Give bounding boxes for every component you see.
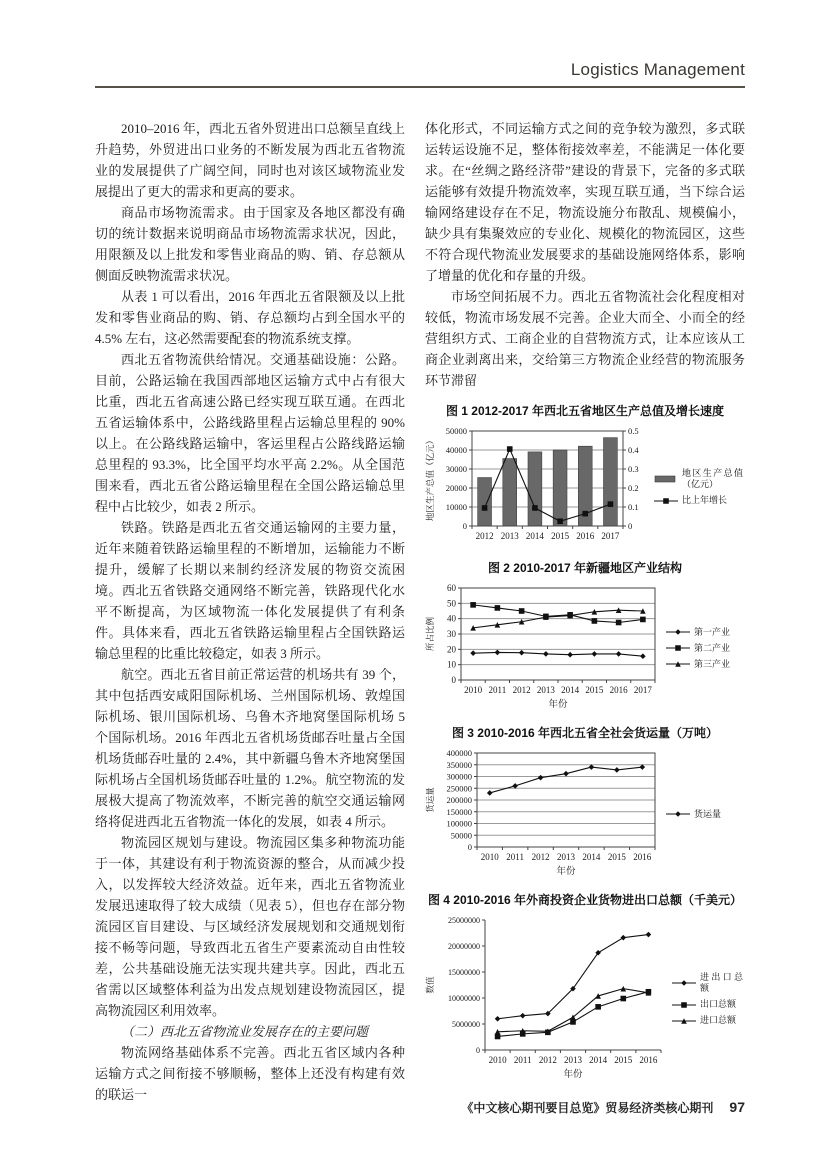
svg-text:2012: 2012 (475, 531, 494, 541)
svg-text:2015: 2015 (585, 685, 604, 695)
figure-3 (425, 726, 745, 880)
legend-line-marker-icon (671, 1000, 697, 1010)
figure-3-caption: 图 3 2010-2016 年西北五省全社会货运量（万吨） (451, 726, 719, 740)
paragraph: 西北五省物流供给情况。交通基础设施：公路。目前，公路运输在我国西部地区运输方式中占有很大比重，西北五省高速公路已经实现互联互通。在西北五省运输体系中，公路线路里程占运输总里程的 90% 以上。在公路线路运输中，客运里程占公路线路运输总里程的 93.3%，比全国平均水平高 2.2%。从全国范围来看，西北五省公路运输里程在全国公路运输总里程中占比较少，如表 2 所示。 (95, 352, 405, 514)
legend-bar-swatch-icon (653, 474, 679, 484)
svg-text:数值: 数值 (425, 976, 435, 994)
svg-text:2015: 2015 (614, 1055, 633, 1065)
svg-text:2013: 2013 (536, 685, 555, 695)
svg-text:2010: 2010 (464, 685, 483, 695)
svg-text:2011: 2011 (506, 852, 524, 862)
svg-text:10000: 10000 (445, 502, 467, 512)
page-footer (461, 1099, 745, 1116)
svg-text:40000: 40000 (445, 445, 467, 455)
paragraph: （二）西北五省物流业发展存在的主要问题 (121, 1024, 369, 1039)
figure-1-legend (653, 468, 743, 506)
svg-text:2013: 2013 (557, 852, 575, 862)
legend-label: 货运量 (694, 808, 722, 819)
svg-text:20000: 20000 (445, 483, 467, 493)
figure-3-legend (665, 809, 743, 820)
content-columns (95, 118, 745, 1105)
paragraph: 市场空间拓展不力。西北五省物流社会化程度相对较低，物流市场发展不完善。企业大而全、小而全的经营组织方式、工商企业的自营物流方式，让本应该从工商企业剥离出来，交给第三方物流企业经营的物流服务环节滞留 (425, 289, 745, 388)
legend-item (665, 627, 743, 638)
svg-text:30: 30 (447, 629, 456, 639)
svg-text:0: 0 (451, 675, 456, 685)
paragraph: 铁路。铁路是西北五省交通运输网的主要力量，近年来随着铁路运输里程的不断增加，运输能力不断提升，缓解了长期以来制约经济发展的物资交流困境。西北五省铁路交通网络不断完善，铁路现代化水平不断提高，为区域物流一体化发展提供了有利条件。具体来看，西北五省铁路运输里程占全国铁路运输总里程的比重比较稳定，如表 3 所示。 (95, 520, 405, 661)
svg-text:2011: 2011 (513, 1055, 532, 1065)
svg-text:2012: 2012 (512, 685, 531, 695)
page-number: 97 (729, 1099, 745, 1115)
figure-2-legend (665, 627, 743, 670)
legend-line-marker-icon (653, 496, 679, 506)
figure-1-body (425, 426, 745, 548)
svg-text:0.3: 0.3 (628, 464, 639, 474)
right-column (425, 118, 745, 1105)
legend-label: 出口总额 (700, 999, 737, 1009)
legend-label: 进出口总额 (700, 972, 743, 993)
figure-4 (425, 893, 745, 1083)
legend-line-marker-icon (665, 659, 691, 669)
legend-item (653, 495, 743, 506)
legend-item (653, 468, 743, 490)
svg-text:货运量: 货运量 (425, 787, 435, 813)
paragraph: 从表 1 可以看出，2016 年西北五省限额及以上批发和零售业商品的购、销、存总额均占到全国水平的 4.5% 左右，这必然需要配套的物流系统支撑。 (95, 289, 405, 346)
svg-text:2014: 2014 (561, 685, 580, 695)
legend-item (671, 999, 743, 1010)
svg-text:所占比例: 所占比例 (425, 616, 435, 652)
svg-text:0: 0 (628, 521, 633, 531)
svg-text:300000: 300000 (446, 771, 472, 782)
svg-text:50000: 50000 (445, 426, 467, 436)
figure-2 (425, 561, 745, 713)
legend-item (671, 1015, 743, 1026)
svg-text:2016: 2016 (639, 1055, 658, 1065)
svg-text:2016: 2016 (576, 531, 595, 541)
svg-text:2010: 2010 (480, 852, 499, 862)
figure-4-plot (425, 915, 671, 1083)
figure-2-plot (425, 583, 665, 713)
legend-item (665, 659, 743, 670)
right-column-text (425, 118, 745, 391)
legend-line-marker-icon (665, 627, 691, 637)
journal-section-title: Logistics Management (570, 60, 745, 79)
legend-label: 第一产业 (694, 626, 731, 637)
paragraph: 2010–2016 年，西北五省外贸进出口总额呈直线上升趋势，外贸进出口业务的不断发展为西北五省物流业的发展提供了广阔空间，同时也对该区域物流业发展提出了更大的需求和更高的要求。 (95, 121, 405, 199)
svg-text:50: 50 (447, 598, 456, 609)
legend-label: 第三产业 (694, 658, 731, 669)
legend-label: 地区生产总值（亿元） (682, 468, 743, 489)
svg-text:60: 60 (447, 583, 456, 593)
svg-text:100000: 100000 (446, 818, 472, 829)
svg-text:50000: 50000 (450, 830, 472, 841)
svg-text:2014: 2014 (525, 531, 544, 541)
svg-text:5000000: 5000000 (452, 1020, 480, 1029)
figure-4-caption: 图 4 2010-2016 年外商投资企业货物进出口总额（千美元） (427, 893, 743, 907)
svg-text:30000: 30000 (445, 464, 467, 474)
svg-text:20: 20 (447, 644, 456, 655)
svg-text:10000000: 10000000 (448, 994, 480, 1003)
svg-text:2012: 2012 (538, 1055, 557, 1065)
paragraph: 商品市场物流需求。由于国家及各地区都没有确切的统计数据来说明商品市场物流需求状况，因此，用限额及以上批发和零售业商品的购、销、存总额从侧面反映物流需求状况。 (95, 205, 405, 283)
svg-text:15000000: 15000000 (448, 968, 480, 977)
svg-text:350000: 350000 (446, 759, 472, 770)
paragraph: 航空。西北五省目前正常运营的机场共有 39 个，其中包括西安咸阳国际机场、兰州国际机场、敦煌国际机场、银川国际机场、乌鲁木齐地窝堡国际机场 5 个国际机场。2016 年西北五省机场货邮吞吐量占全国机场货邮吞吐量的 2.4%，其中新疆乌鲁木齐地窝堡国际机场占全国机场货邮吞吐量的 1.2%。航空物流的发展极大提高了物流效率，不断完善的航空交通运输网络将促进西北五省物流一体化的发展，如表 4 所示。 (95, 667, 405, 829)
svg-text:10: 10 (447, 659, 456, 670)
svg-text:2013: 2013 (500, 531, 519, 541)
svg-text:40: 40 (447, 613, 456, 624)
figure-1 (425, 404, 745, 548)
figure-2-body (425, 583, 745, 713)
journal-footer-text: 《中文核心期刊要目总览》贸易经济类核心期刊 (461, 1101, 714, 1115)
svg-text:地区生产总值（亿元）: 地区生产总值（亿元） (425, 435, 435, 522)
svg-text:0: 0 (476, 1046, 480, 1055)
svg-text:400000: 400000 (446, 748, 472, 758)
svg-text:年份: 年份 (548, 700, 568, 710)
svg-text:2014: 2014 (582, 852, 601, 862)
legend-line-marker-icon (665, 809, 691, 819)
figure-1-caption: 图 1 2012-2017 年西北五省地区生产总值及增长速度 (445, 404, 725, 418)
svg-text:20000000: 20000000 (448, 942, 480, 951)
svg-text:0: 0 (467, 842, 472, 852)
svg-text:0: 0 (462, 521, 467, 531)
svg-text:0.1: 0.1 (628, 502, 639, 512)
svg-text:0.5: 0.5 (628, 426, 639, 436)
svg-text:2014: 2014 (589, 1055, 608, 1065)
paragraph: 物流网络基础体系不完善。西北五省区域内各种运输方式之间衔接不够顺畅，整体上还没有构建有效的联运一 (95, 1045, 405, 1102)
svg-text:2015: 2015 (607, 852, 626, 862)
svg-text:0.2: 0.2 (628, 483, 639, 493)
paragraph: 体化形式，不同运输方式之间的竞争较为激烈，多式联运转运设施不足，整体衔接效率差，不能满足一体化要求。在“丝绸之路经济带”建设的背景下，完备的多式联运能够有效提升物流效率，实现互联互通，当下综合运输网络建设存在不足，物流设施分布散乱、规模偏小，缺少具有集聚效应的专业化、规模化的物流园区，这些不符合现代物流业发展要求的基础设施网络体系，影响了增量的优化和存量的升级。 (425, 121, 745, 283)
left-column (95, 118, 405, 1105)
svg-text:年份: 年份 (556, 867, 576, 877)
figure-4-body (425, 915, 745, 1083)
figure-3-plot (425, 748, 665, 880)
paragraph: 物流园区规划与建设。物流园区集多种物流功能于一体，其建设有利于物流资源的整合，从而减少投入，以发挥较大经济效益。近年来，西北五省物流业发展迅速取得了较大成绩（见表 5），但也存在部分物流园区盲目建设、与区域经济发展规划和交通规划衔接不畅等问题，导致西北五省生产要素流动自由性较差，公共基础设施无法实现共建共享。因此，西北五省需以区域整体利益为出发点规划建设物流园区，提高物流园区利用效率。 (95, 835, 405, 1018)
svg-text:2011: 2011 (488, 685, 507, 695)
svg-text:2012: 2012 (531, 852, 550, 862)
legend-label: 第二产业 (694, 642, 731, 653)
svg-text:2017: 2017 (601, 531, 620, 541)
svg-text:2013: 2013 (564, 1055, 582, 1065)
legend-label: 比上年增长 (682, 495, 728, 505)
figure-3-body (425, 748, 745, 880)
svg-text:年份: 年份 (563, 1070, 583, 1080)
legend-label: 进口总额 (700, 1015, 737, 1025)
legend-item (665, 809, 743, 820)
svg-text:25000000: 25000000 (448, 916, 480, 925)
svg-text:2017: 2017 (633, 685, 652, 695)
svg-text:2015: 2015 (551, 531, 570, 541)
svg-text:150000: 150000 (446, 806, 472, 817)
legend-line-marker-icon (665, 643, 691, 653)
legend-line-marker-icon (671, 978, 697, 988)
figure-4-legend (671, 972, 743, 1026)
svg-text:250000: 250000 (446, 783, 472, 794)
svg-text:0.4: 0.4 (628, 445, 639, 455)
figure-1-plot (425, 426, 653, 548)
svg-text:2010: 2010 (488, 1055, 507, 1065)
page-header (95, 60, 745, 88)
svg-text:200000: 200000 (446, 795, 472, 805)
legend-item (671, 972, 743, 994)
figure-2-caption: 图 2 2010-2017 年新疆地区产业结构 (487, 561, 683, 575)
legend-item (665, 643, 743, 654)
svg-text:2016: 2016 (633, 852, 652, 862)
svg-text:2016: 2016 (609, 685, 628, 695)
legend-line-marker-icon (671, 1016, 697, 1026)
